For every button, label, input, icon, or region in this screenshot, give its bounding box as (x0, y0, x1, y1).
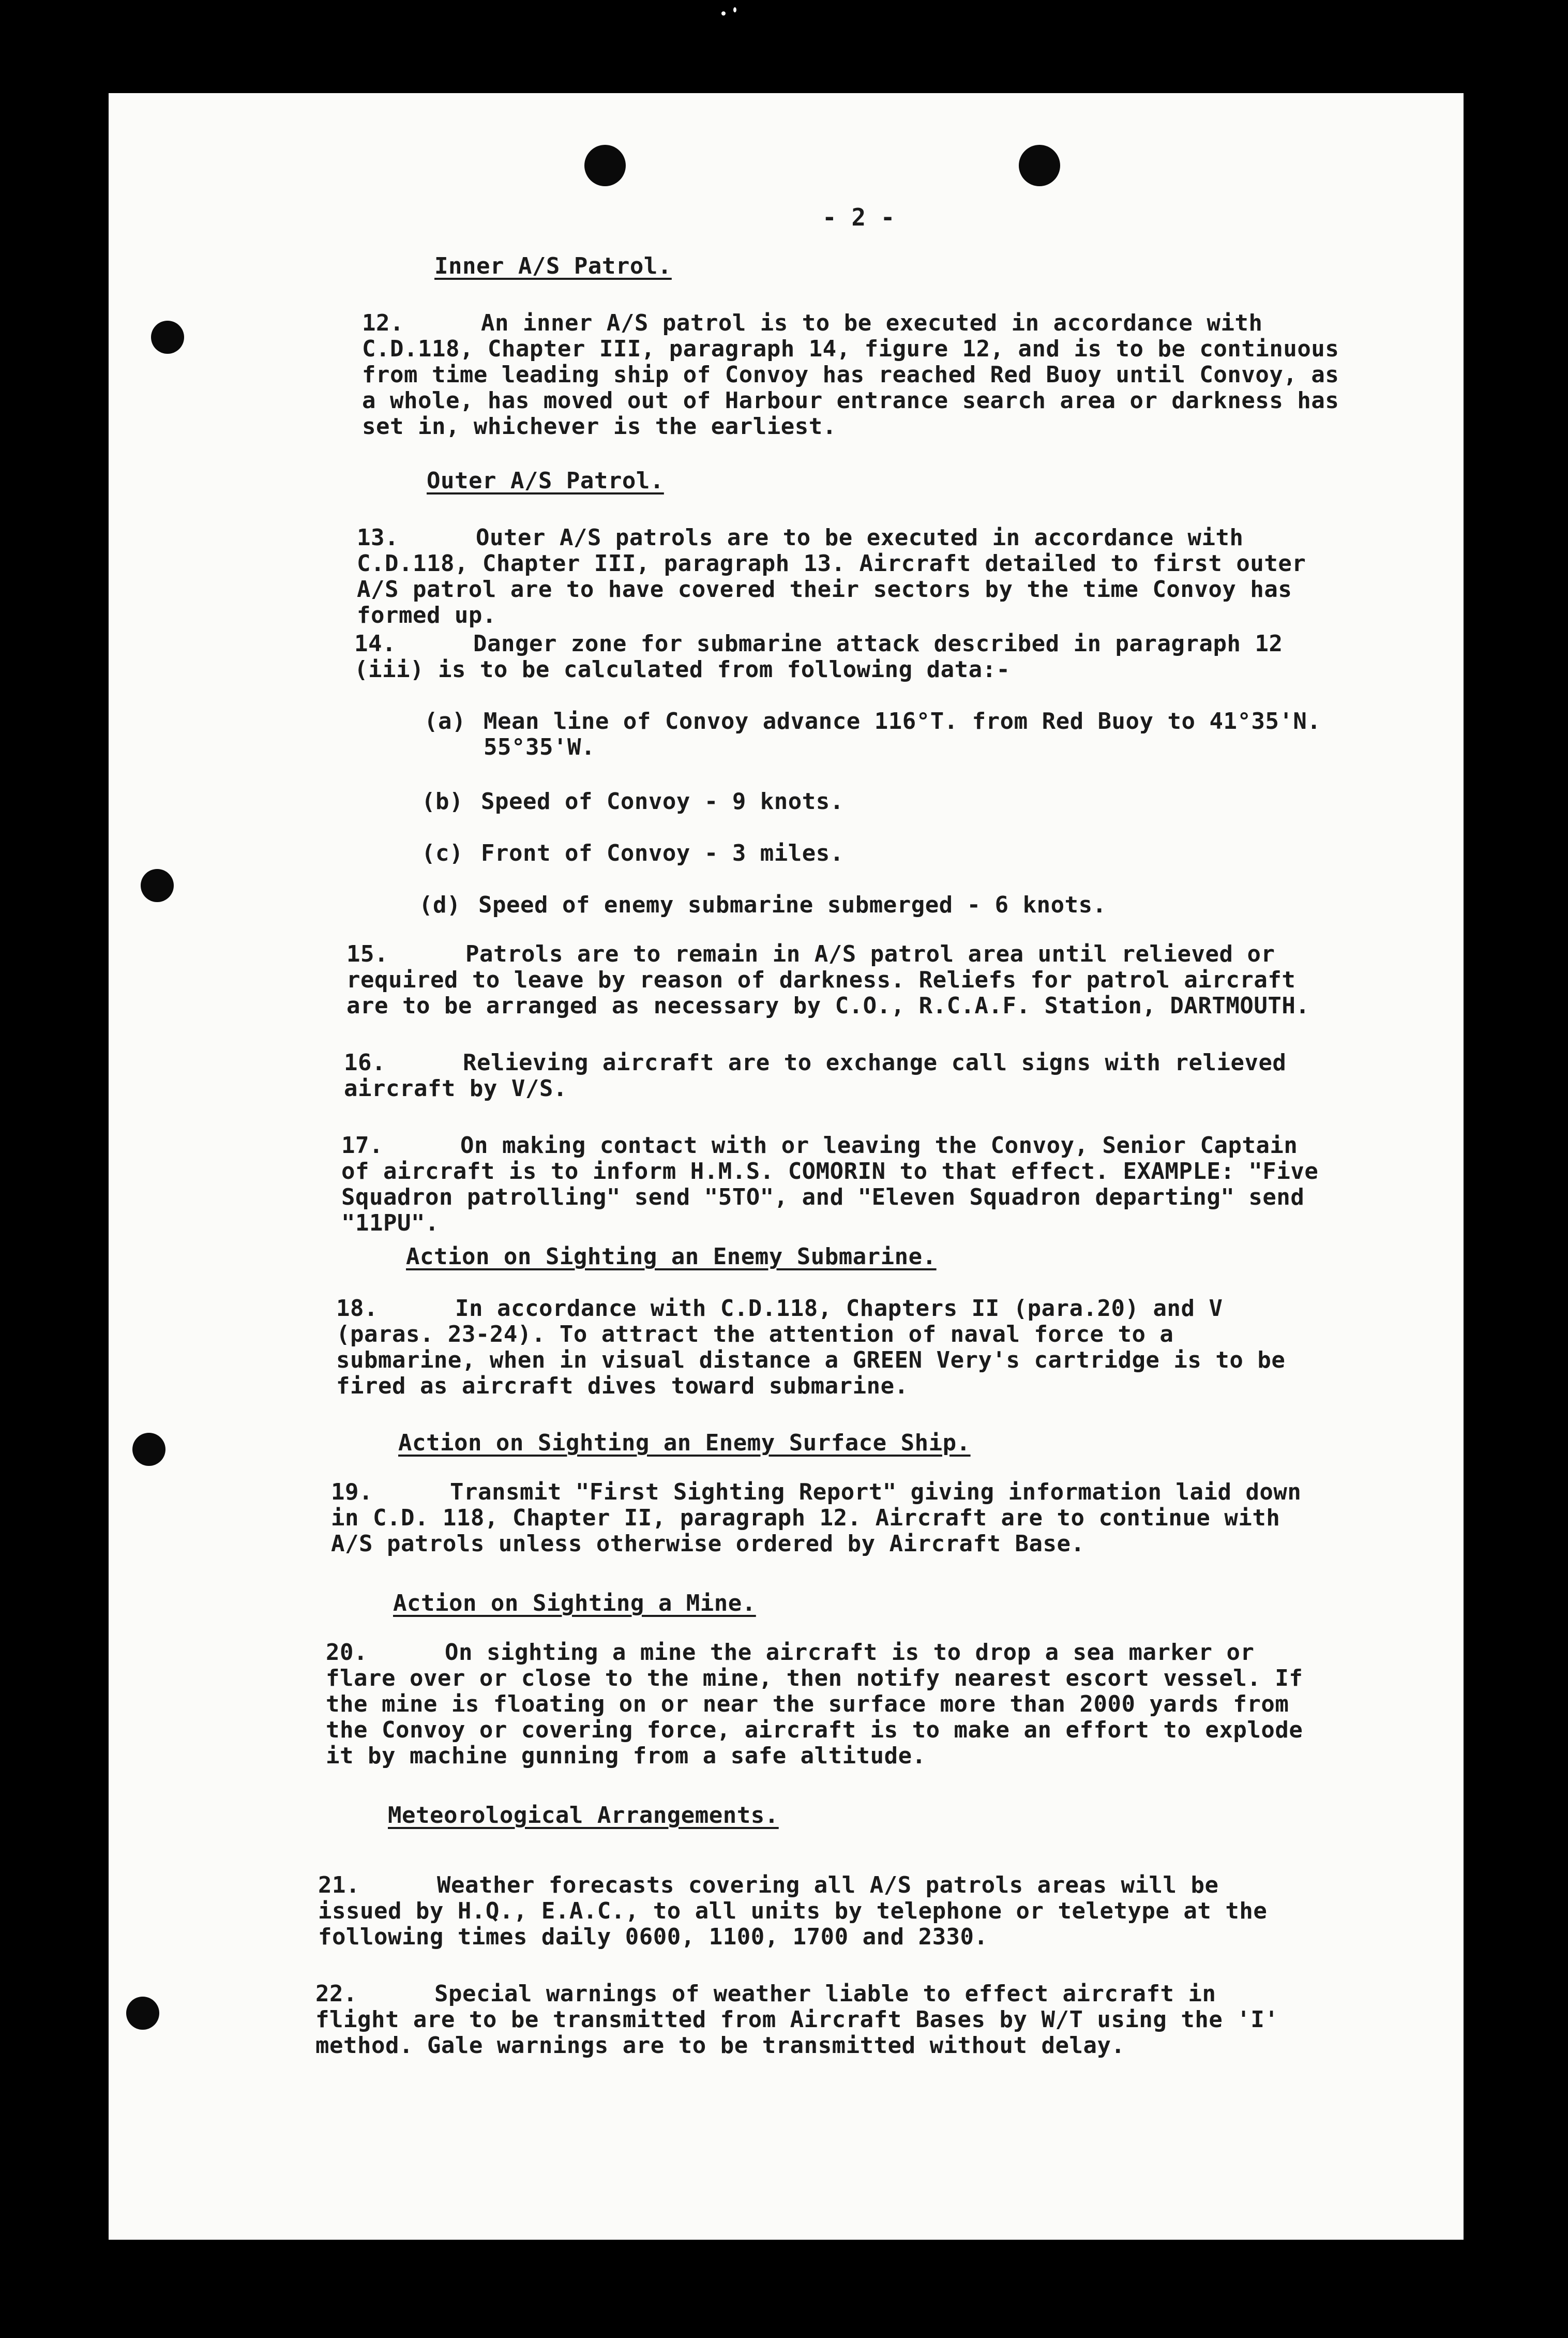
punch-hole (584, 145, 626, 186)
punch-hole (1019, 145, 1060, 186)
paragraph-number: 12. (362, 310, 404, 336)
paragraph-number: 14. (354, 631, 396, 657)
paragraph-text: An inner A/S patrol is to be executed in accordance with C.D.118, Chapter III, paragraph 14, figure 12, and is to be continuous from time leading ship of Convoy has reached Red Buoy until Convoy, as a whole, has moved out of Harbour entrance search area or darkness has set in, whichever is the earliest. (362, 310, 1339, 440)
paragraph-number: 18. (336, 1295, 378, 1322)
paragraph-15 (346, 941, 1329, 1019)
paragraph-14-item-b (421, 789, 844, 815)
paragraph-number: 21. (318, 1872, 360, 1898)
paragraph-14-item-d (419, 892, 1107, 918)
paragraph-text: On making contact with or leaving the Convoy, Senior Captain of aircraft is to inform H.M.S. COMORIN to that effect. EXAMPLE: "Five Squadron patrolling" send "5TO", and "Eleven Squadron departing" send "11PU". (341, 1132, 1319, 1236)
item-text: Speed of enemy submarine submerged - 6 knots. (478, 892, 1107, 918)
paragraph-number: 13. (357, 524, 399, 551)
page-number: - 2 - (822, 203, 895, 231)
punch-hole (151, 321, 184, 354)
paragraph-16 (344, 1050, 1326, 1102)
heading-outer-patrol: Outer A/S Patrol. (427, 468, 664, 494)
heading-inner-patrol: Inner A/S Patrol. (434, 253, 672, 279)
item-label: (a) (424, 708, 466, 735)
item-text: Speed of Convoy - 9 knots. (481, 788, 844, 815)
paragraph-18 (336, 1296, 1319, 1399)
paragraph-21 (318, 1872, 1301, 1950)
frame-speck (721, 11, 726, 16)
document-page (109, 93, 1464, 2240)
paragraph-12 (362, 310, 1345, 440)
paragraph-19 (331, 1479, 1314, 1557)
item-label: (c) (421, 840, 463, 866)
punch-hole (141, 869, 174, 902)
heading-sighting-mine: Action on Sighting a Mine. (393, 1590, 756, 1616)
paragraph-text: Danger zone for submarine attack described in paragraph 12 (iii) is to be calculated from following data:- (354, 631, 1283, 683)
paragraph-number: 19. (331, 1479, 373, 1505)
punch-hole (132, 1433, 165, 1466)
paragraph-text: In accordance with C.D.118, Chapters II (para.20) and V (paras. 23-24). To attract the attention of naval force to a submarine, when in visual distance a GREEN Very's cartridge is to be fired as aircraft dives toward submarine. (336, 1295, 1286, 1399)
frame-speck (733, 7, 736, 12)
paragraph-text: Patrols are to remain in A/S patrol area until relieved or required to leave by reason of darkness. Reliefs for patrol aircraft are to be arranged as necessary by C.O., R.C.A.F. Station, DARTMOUTH. (346, 941, 1310, 1019)
paragraph-22 (315, 1981, 1298, 2059)
paragraph-text: Special warnings of weather liable to effect aircraft in flight are to be transmitted from Aircraft Bases by W/T using the 'I' method. Gale warnings are to be transmitted without delay. (315, 1981, 1279, 2059)
item-text-continued: 55°35'W. (484, 734, 595, 760)
paragraph-text: Outer A/S patrols are to be executed in accordance with C.D.118, Chapter III, paragraph 13. Aircraft detailed to first outer A/S patrol are to have covered their sectors by the time Convoy has formed up. (357, 524, 1306, 628)
item-text: Mean line of Convoy advance 116°T. from Red Buoy to 41°35'N. (484, 708, 1321, 735)
paragraph-number: 22. (315, 1981, 357, 2007)
paragraph-14-item-c (421, 841, 844, 866)
item-label: (b) (421, 788, 463, 815)
paragraph-text: Weather forecasts covering all A/S patrols areas will be issued by H.Q., E.A.C., to all units by telephone or teletype at the following times daily 0600, 1100, 1700 and 2330. (318, 1872, 1268, 1950)
paragraph-14 (354, 631, 1337, 683)
item-text: Front of Convoy - 3 miles. (481, 840, 844, 866)
heading-enemy-submarine: Action on Sighting an Enemy Submarine. (406, 1243, 937, 1270)
paragraph-13 (357, 525, 1339, 628)
heading-enemy-surface-ship: Action on Sighting an Enemy Surface Ship. (398, 1430, 971, 1456)
paragraph-17 (341, 1133, 1324, 1236)
paragraph-text: Transmit "First Sighting Report" giving information laid down in C.D. 118, Chapter II, paragraph 12. Aircraft are to continue with A/S patrols unless otherwise ordered by Aircraft Base. (331, 1479, 1302, 1557)
paragraph-text: Relieving aircraft are to exchange call signs with relieved aircraft by V/S. (344, 1050, 1287, 1102)
paragraph-number: 20. (326, 1639, 368, 1666)
item-label: (d) (419, 892, 461, 918)
heading-meteorological: Meteorological Arrangements. (388, 1802, 779, 1829)
paragraph-number: 15. (346, 941, 388, 967)
paragraph-text: On sighting a mine the aircraft is to drop a sea marker or flare over or close to the mine, then notify nearest escort vessel. If the mine is floating on or near the surface more than 2000 yards from the Convoy or covering force, aircraft is to make an effort to explode it by machine gunning from a safe altitude. (326, 1639, 1303, 1769)
paragraph-20 (326, 1640, 1308, 1769)
punch-hole (126, 1997, 159, 2030)
paragraph-14-item-a (424, 709, 1321, 760)
paragraph-number: 17. (341, 1132, 383, 1159)
paragraph-number: 16. (344, 1050, 386, 1076)
